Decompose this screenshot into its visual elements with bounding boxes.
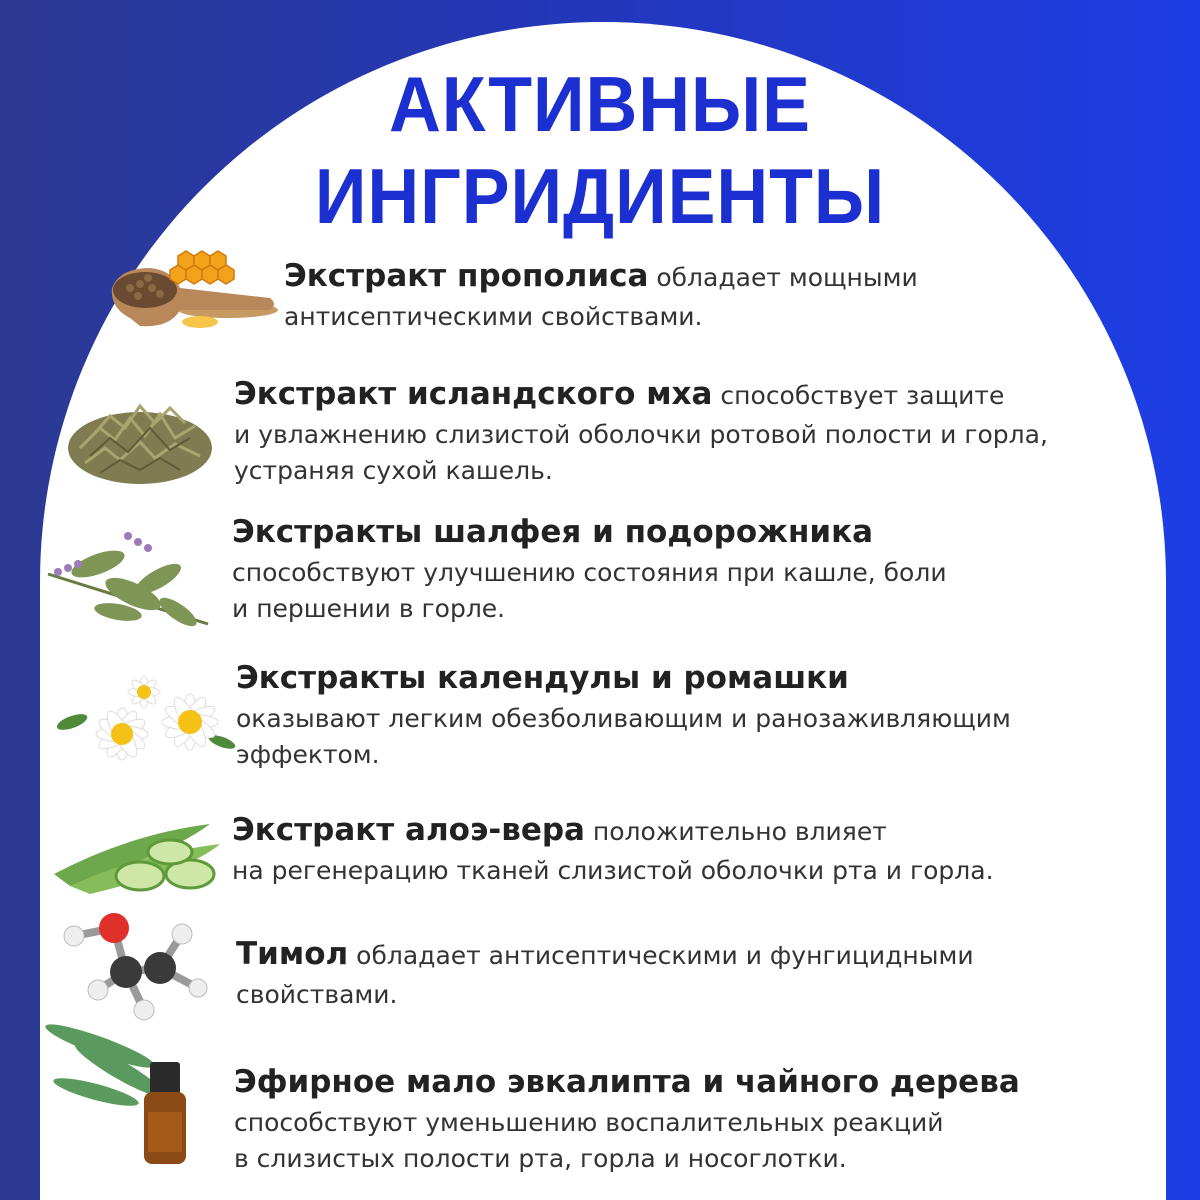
ingredient-chamomile bbox=[236, 660, 1011, 773]
essential-oil-icon bbox=[40, 1016, 220, 1168]
ingredient-heading: Экстракт исландского мха bbox=[234, 376, 713, 412]
molecule-icon bbox=[58, 906, 208, 1022]
ingredient-essential-oil bbox=[234, 1064, 1020, 1177]
ingredient-description: и увлажнению слизистой оболочки ротовой полости и горла, bbox=[234, 420, 1048, 449]
chamomile-icon bbox=[52, 672, 242, 772]
ingredient-description: свойствами. bbox=[236, 980, 398, 1009]
ingredient-heading: Экстракт прополиса bbox=[284, 258, 649, 294]
iceland-moss-icon bbox=[60, 378, 220, 490]
ingredient-description: обладает антисептическими и фунгицидными bbox=[348, 941, 974, 970]
ingredient-heading: Эфирное мало эвкалипта и чайного дерева bbox=[234, 1064, 1020, 1100]
ingredient-description: на регенерацию тканей слизистой оболочки рта и горла. bbox=[232, 856, 994, 885]
ingredient-iceland-moss bbox=[234, 376, 1048, 489]
ingredient-description: и першении в горле. bbox=[232, 594, 506, 623]
ingredient-aloe bbox=[232, 812, 994, 889]
ingredient-description: положительно влияет bbox=[584, 817, 887, 846]
ingredient-thymol bbox=[236, 936, 974, 1013]
sage-icon bbox=[38, 524, 214, 636]
ingredient-heading: Экстракт алоэ-вера bbox=[232, 812, 585, 848]
ingredient-propolis bbox=[284, 258, 918, 335]
ingredient-description: антисептическими свойствами. bbox=[284, 302, 703, 331]
ingredient-description: способствуют улучшению состояния при кашле, боли bbox=[232, 558, 947, 587]
honey-propolis-icon bbox=[100, 248, 280, 334]
ingredient-description: эффектом. bbox=[236, 740, 380, 769]
title-line-1: АКТИВНЫЕ bbox=[389, 60, 811, 148]
ingredient-description: обладает мощными bbox=[648, 263, 918, 292]
aloe-icon bbox=[50, 824, 230, 898]
page-title bbox=[48, 58, 1152, 242]
ingredient-heading: Экстракты шалфея и подорожника bbox=[232, 514, 874, 550]
ingredient-sage bbox=[232, 514, 947, 627]
ingredient-description: оказывают легким обезболивающим и ранозаживляющим bbox=[236, 704, 1011, 733]
ingredient-heading: Экстракты календулы и ромашки bbox=[236, 660, 849, 696]
ingredient-description: в слизистых полости рта, горла и носоглотки. bbox=[234, 1144, 847, 1173]
ingredient-description: способствует защите bbox=[712, 381, 1005, 410]
ingredient-description: устраняя сухой кашель. bbox=[234, 456, 553, 485]
title-line-2: ИНГРИДИЕНТЫ bbox=[314, 152, 886, 240]
ingredient-description: способствуют уменьшению воспалительных реакций bbox=[234, 1108, 944, 1137]
ingredient-heading: Тимол bbox=[236, 936, 349, 972]
